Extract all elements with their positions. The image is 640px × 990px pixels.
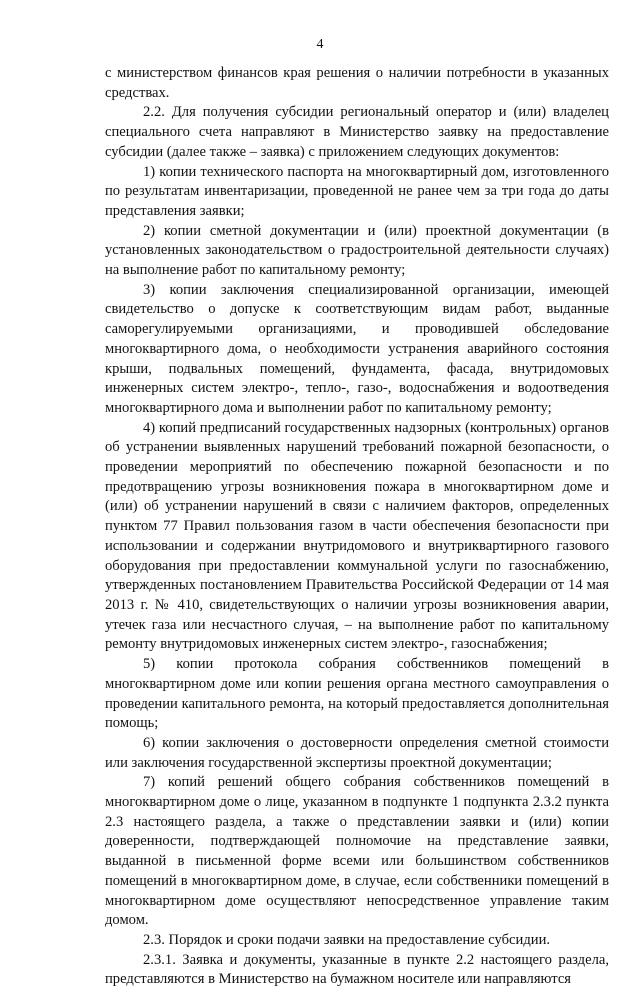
list-item-2: 2) копии сметной документации и (или) проектной документации (в установленных законодательством о градостроительной деятельности случаях) на выполнение работ по капитальному ремонту; — [105, 222, 609, 279]
document-body — [105, 64, 609, 990]
list-item-5: 5) копии протокола собрания собственников помещений в многоквартирном доме или копии решения органа местного самоуправления о проведении капитального ремонта, на который предоставляется дополнительная помощь; — [105, 656, 609, 732]
paragraph-2-3-1: 2.3.1. Заявка и документы, указанные в пункте 2.2 настоящего раздела, представляются в Министерство на бумажном носителе или направляются — [105, 951, 609, 988]
list-item-7: 7) копий решений общего собрания собственников помещений в многоквартирном доме о лице, указанном в подпункте 1 подпункта 2.3.2 пункта 2.3 настоящего раздела, а также о представлении заявки и (или) копии доверенности, подтверждающей полномочие на представление заявки, выданной в письменной форме всеми или большинством собственников помещений в многоквартирном доме, в случае, если собственники помещений в многоквартирном доме осуществляют непосредственное управление таким домом. — [105, 774, 609, 929]
page-number: 4 — [316, 37, 324, 52]
paragraph-2-3: 2.3. Порядок и сроки подачи заявки на предоставление субсидии. — [143, 931, 551, 948]
list-item-1: 1) копии технического паспорта на многоквартирный дом, изготовленного по результатам инвентаризации, проведенной не ранее чем за три года до даты представления заявки; — [105, 163, 609, 219]
paragraph-2-2: 2.2. Для получения субсидии региональный оператор и (или) владелец специального счета направляют в Министерство заявку на предоставление субсидии (далее также – заявка) с приложением следующих документов: — [105, 104, 609, 160]
paragraph-continuation: с министерством финансов края решения о наличии потребности в указанных средствах. — [105, 65, 609, 101]
list-item-4: 4) копий предписаний государственных надзорных (контрольных) органов об устранении выявленных нарушений требований пожарной безопасности, о проведении мероприятий по обеспечению пожарной безопасности и по предотвращению угрозы возникновения пожара в многоквартирном доме и (или) об устранении нарушений в связи с наличием факторов, определенных пунктом 77 Правил пользования газом в части обеспечения безопасности при использовании и содержании внутридомового и внутриквартирного газового оборудования при предоставлении коммунальной услуги по газоснабжению, утвержденных постановлением Правительства Российской Федерации от 14 мая 2013 г. № 410, свидетельствующих о наличии угрозы возникновения аварии, утечек газа или несчастного случая, – на выполнение работ по капитальному ремонту внутридомовых инженерных систем электро-, газоснабжения; — [105, 419, 609, 653]
list-item-6: 6) копии заключения о достоверности определения сметной стоимости или заключения государственной экспертизы проектной документации; — [105, 734, 609, 771]
list-item-3: 3) копии заключения специализированной организации, имеющей свидетельство о допуске к соответствующим видам работ, выданные саморегулируемыми организациями, и проводившей обследование многоквартирного дома, о необходимости устранения аварийного состояния крыши, подвальных помещений, фундамента, фасада, внутридомовых инженерных систем электро-, тепло-, газо-, водоснабжения и водоотведения многоквартирного дома и выполнении работ по капитальному ремонту; — [105, 281, 609, 416]
